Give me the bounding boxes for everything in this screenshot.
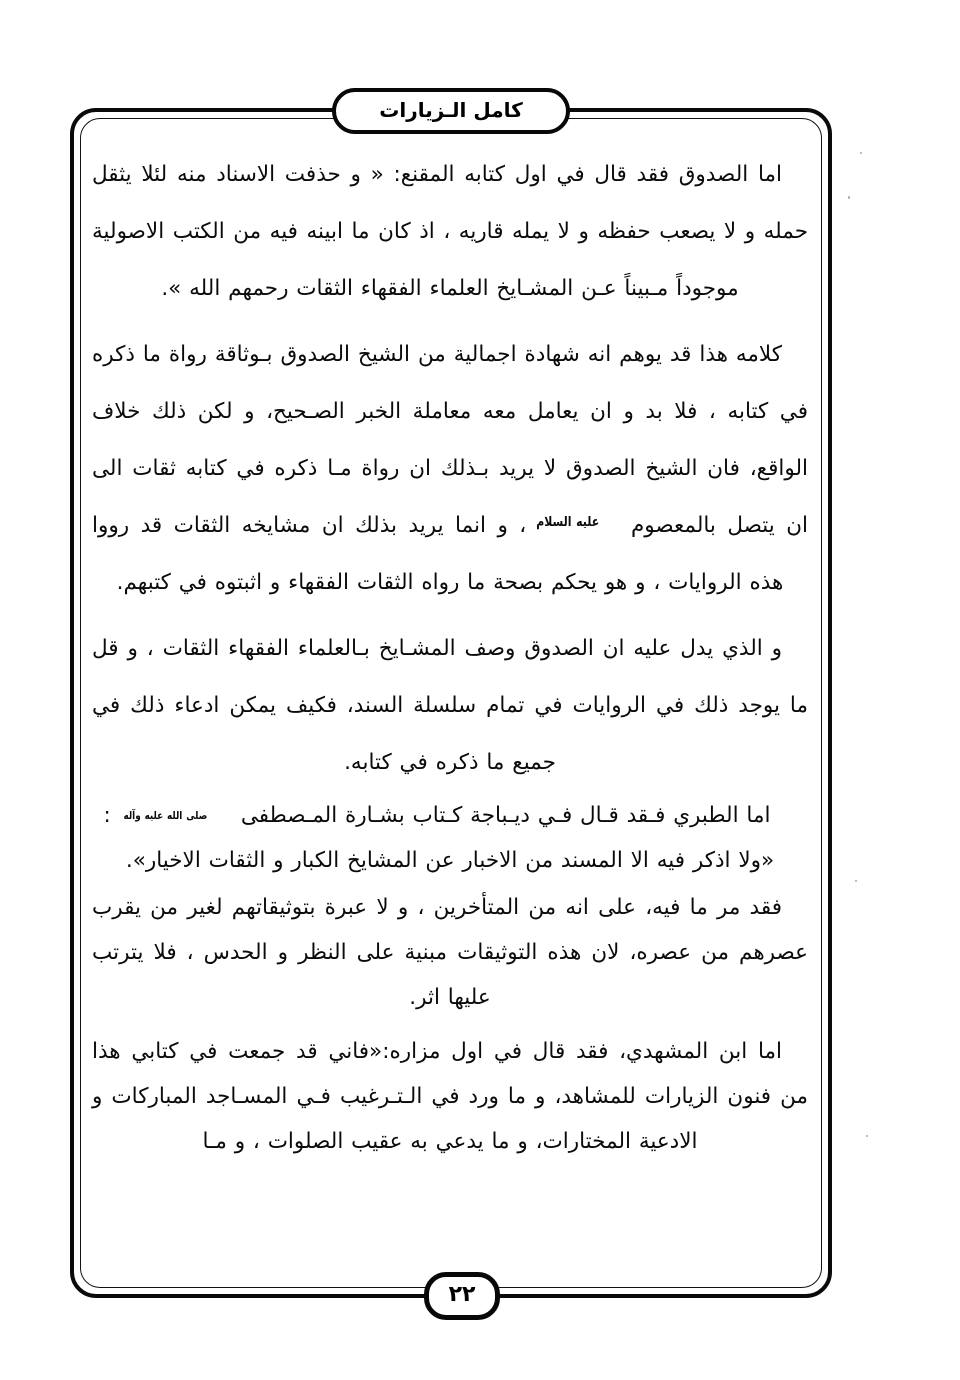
- book-title: كامل الـزيارات: [379, 98, 523, 122]
- scan-speck: [848, 196, 850, 199]
- paragraph-7: اما ابن المشهدي، فقد قال في اول مزاره:«فاني قد جمعت في كتابي هذا من فنون الزيارات للمشاهد، و ما ورد في الـتـرغيب فـي المسـاجد المباركات و الادعية المختارات، و ما يدعي به عقيب الصلوات ، و مـا: [92, 1039, 808, 1154]
- paragraph-2: [92, 326, 808, 611]
- page-number-cartouche: [424, 1272, 500, 1320]
- scan-speck: [860, 152, 862, 154]
- page-number: ٢٢: [448, 1282, 476, 1307]
- honorific-alayhi-assalam: عليه السلام: [536, 515, 600, 531]
- text-column: [92, 146, 808, 1276]
- paragraph-1: اما الصدوق فقد قال في اول كتابه المقنع: « و حذفت الاسناد منه لئلا يثقل حمله و لا يصعب حفظه و لا يمله قاريه ، اذ كان ما ابينه فيه من الكتب الاصولية موجوداً مـبيناً عـن المشـايخ العلماء الفقهاء الثقات رحمهم الله ».: [92, 162, 808, 301]
- paragraph-5: «ولا اذكر فيه الا المسند من الاخبار عن المشايخ الكبار و الثقات الاخيار».: [125, 848, 775, 873]
- book-title-cartouche: [332, 88, 570, 134]
- honorific-sallallahu-alayhi-wa-alihi: صلى الله عليه وآله: [123, 808, 208, 822]
- paragraph-4: [92, 793, 808, 838]
- paragraph-4-text-after: :: [103, 803, 111, 828]
- paragraph-2-text-before: كلامه هذا قد يوهم انه شهادة اجمالية من الشيخ الصدوق بـوثاقة رواة ما ذكره في كتابه ، فلا بد و ان يعامل معه معاملة الخبر الصـحيح، و لكن ذلك خلاف الواقع، فان الشيخ الصدوق لا يريد بـذلك ان رواة مـا ذكره في كتابه ثقات الى ان يتصل بالمعصوم: [92, 342, 809, 538]
- scan-speck: [855, 880, 857, 882]
- paragraph-4-text-before: اما الطبري فـقد قـال فـي ديـباجة كـتاب بشـارة المـصطفى: [240, 803, 771, 828]
- paragraph-6: فقد مر ما فيه، على انه من المتأخرين ، و لا عبرة بتوثيقاتهم لغير من يقرب عصرهم من عصره، لان هذه التوثيقات مبنية على النظر و الحدس ، فلا يترتب عليها اثر.: [92, 895, 808, 1010]
- paragraph-3: و الذي يدل عليه ان الصدوق وصف المشـايخ بـالعلماء الفقهاء الثقات ، و قل ما يوجد ذلك في الروايات في تمام سلسلة السند، فكيف يمكن ادعاء ذلك في جميع ما ذكره في كتابه.: [92, 636, 808, 775]
- paragraph-2-text-after: ، و انما يريد بذلك ان مشايخه الثقات قد رووا هذه الروايات ، و هو يحكم بصحة ما رواه الثقات الفقهاء و اثبتوه في كتبهم.: [92, 513, 784, 595]
- scan-speck: [866, 1135, 868, 1137]
